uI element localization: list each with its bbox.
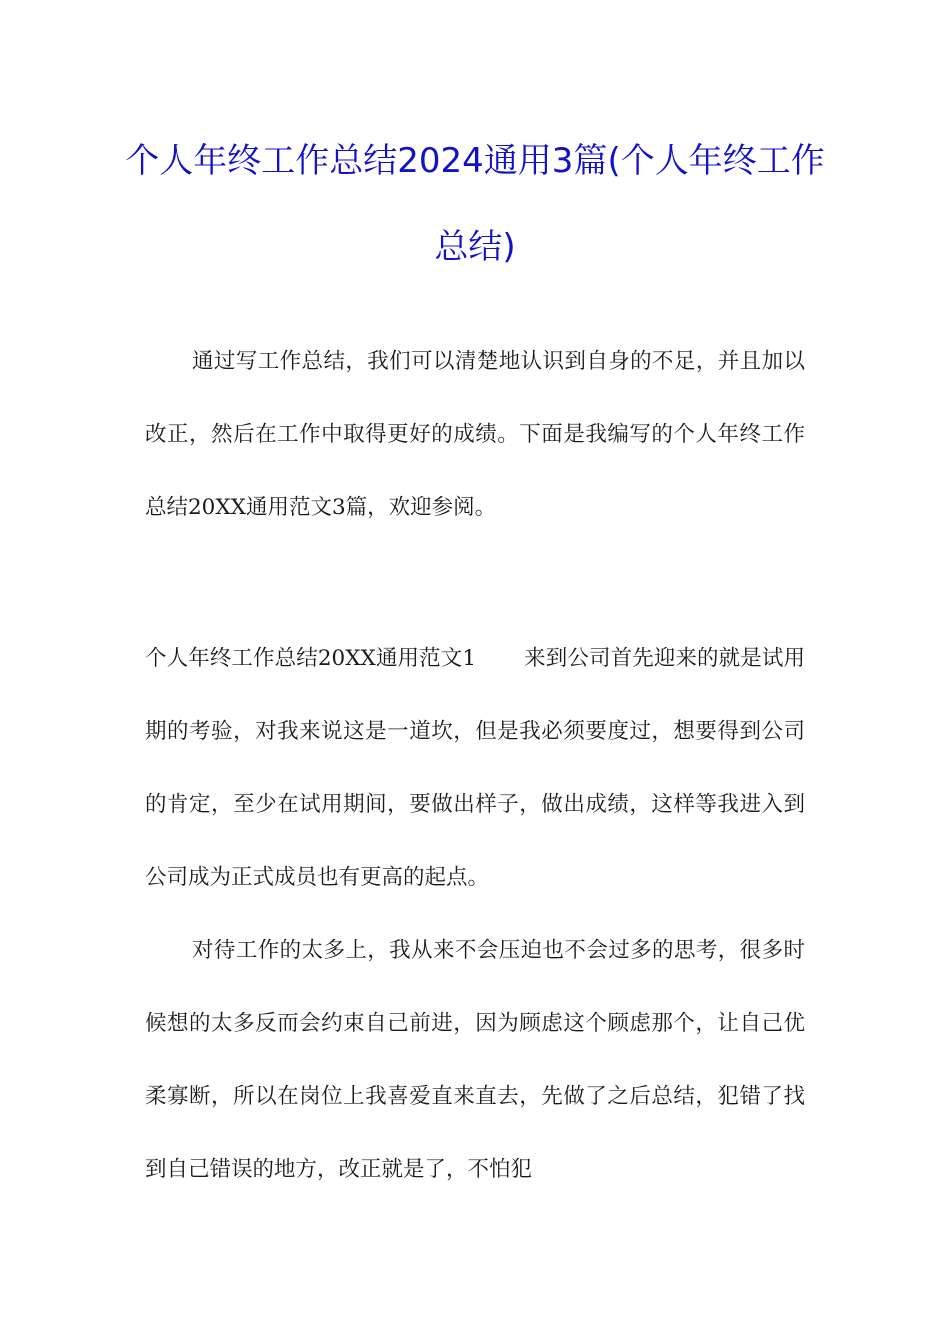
section1-heading: 个人年终工作总结20XX通用范文1 [145, 646, 477, 671]
document-title: 个人年终工作总结2024通用3篇(个人年终工作总结) [125, 141, 825, 267]
section1-paragraph-1: 来到公司首先迎来的就是试用期的考验，对我来说这是一道坎，但是我必须要度过，想要得到公司的肯定，至少在试用期间，要做出样子，做出成绩，这样等我进入到公司成为正式成员也有更高的起点。 [145, 646, 805, 890]
section1-first-paragraph [145, 622, 805, 914]
section1-paragraph-2: 对待工作的太多上，我从来不会压迫也不会过多的思考，很多时候想的太多反而会约束自己前进，因为顾虑这个顾虑那个，让自己优柔寡断，所以在岗位上我喜爱直来直去，先做了之后总结，犯错了找到自己错误的地方，改正就是了，不怕犯 [145, 938, 805, 1182]
intro-paragraph: 通过写工作总结，我们可以清楚地认识到自身的不足，并且加以改正，然后在工作中取得更好的成绩。下面是我编写的个人年终工作总结20XX通用范文3篇，欢迎参阅。 [145, 349, 805, 520]
